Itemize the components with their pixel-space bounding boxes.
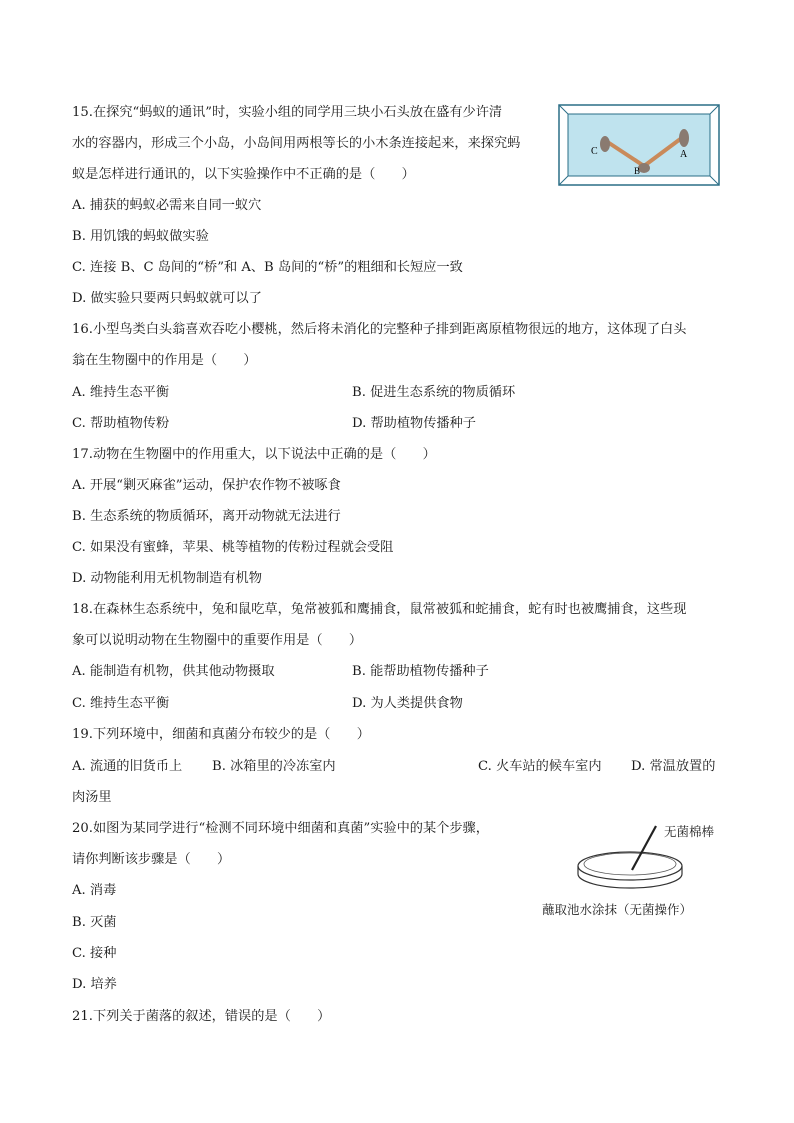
ant-island-figure <box>558 104 720 186</box>
q21-stem-line-1: 21.下列关于菌落的叙述，错误的是（ ） <box>72 1009 331 1024</box>
q15-option-b[interactable]: B. 用饥饿的蚂蚁做实验 <box>72 229 209 244</box>
q19-stem-line-1: 19.下列环境中，细菌和真菌分布较少的是（ ） <box>72 727 370 742</box>
q15-stem-line-1: 15.在探究“蚂蚁的通讯”时，实验小组的同学用三块小石头放在盛有少许清 <box>72 105 503 120</box>
q18-option-c[interactable]: C. 维持生态平衡 <box>72 696 170 711</box>
q17-option-b[interactable]: B. 生态系统的物质循环，离开动物就无法进行 <box>72 509 341 524</box>
q15-option-c[interactable]: C. 连接 B、C 岛间的“桥”和 A、B 岛间的“桥”的粗细和长短应一致 <box>72 260 463 275</box>
q15-option-a[interactable]: A. 捕获的蚂蚁必需来自同一蚁穴 <box>72 198 262 213</box>
q19-option-a[interactable]: A. 流通的旧货币上 <box>72 759 183 774</box>
stone-c <box>600 136 610 152</box>
q19-option-d-continuation: 肉汤里 <box>72 790 112 805</box>
stone-a <box>679 129 689 147</box>
q18-option-a[interactable]: A. 能制造有机物，供其他动物摄取 <box>72 664 275 679</box>
q18-option-d[interactable]: D. 为人类提供食物 <box>352 696 463 711</box>
q16-option-c[interactable]: C. 帮助植物传粉 <box>72 416 170 431</box>
q20-option-d[interactable]: D. 培养 <box>72 977 117 992</box>
q17-stem-line-1: 17.动物在生物圈中的作用重大，以下说法中正确的是（ ） <box>72 447 436 462</box>
q19-option-c[interactable]: C. 火车站的候车室内 <box>478 759 602 774</box>
q20-stem-line-2: 请你判断该步骤是（ ） <box>72 852 231 867</box>
q16-option-d[interactable]: D. 帮助植物传播种子 <box>352 416 476 431</box>
q19-option-b[interactable]: B. 冰箱里的冷冻室内 <box>212 759 336 774</box>
q18-option-b[interactable]: B. 能帮助植物传播种子 <box>352 664 489 679</box>
label-c: C <box>591 146 598 157</box>
q18-stem-line-1: 18.在森林生态系统中，兔和鼠吃草，兔常被狐和鹰捕食，鼠常被狐和蛇捕食，蛇有时也被鹰捕食，这些现 <box>72 602 687 617</box>
label-b: B <box>634 166 641 176</box>
q16-option-a[interactable]: A. 维持生态平衡 <box>72 385 170 400</box>
q16-stem-line-1: 16.小型鸟类白头翁喜欢吞吃小樱桃，然后将未消化的完整种子排到距离原植物很远的地方，这体现了白头 <box>72 322 687 337</box>
q20-option-b[interactable]: B. 灭菌 <box>72 915 117 930</box>
label-a: A <box>680 149 688 160</box>
q17-option-a[interactable]: A. 开展“剿灭麻雀”运动，保护农作物不被啄食 <box>72 478 341 493</box>
q20-option-c[interactable]: C. 接种 <box>72 946 117 961</box>
q19-option-d[interactable]: D. 常温放置的 <box>631 759 716 774</box>
q17-option-d[interactable]: D. 动物能利用无机物制造有机物 <box>72 571 262 586</box>
q20-stem-line-1: 20.如图为某同学进行“检测不同环境中细菌和真菌”实验中的某个步骤， <box>72 821 489 836</box>
q18-stem-line-2: 象可以说明动物在生物圈中的重要作用是（ ） <box>72 633 363 648</box>
petri-figure-caption: 蘸取池水涂抹（无菌操作） <box>542 902 693 917</box>
q16-stem-line-2: 翁在生物圈中的作用是（ ） <box>72 353 257 368</box>
q16-option-b[interactable]: B. 促进生态系统的物质循环 <box>352 385 516 400</box>
q17-option-c[interactable]: C. 如果没有蜜蜂，苹果、桃等植物的传粉过程就会受阻 <box>72 540 394 555</box>
swab-label: 无菌棉棒 <box>664 824 715 839</box>
q15-stem-line-2: 水的容器内，形成三个小岛，小岛间用两根等长的小木条连接起来，来探究蚂 <box>72 136 521 151</box>
q15-option-d[interactable]: D. 做实验只要两只蚂蚁就可以了 <box>72 291 262 306</box>
q20-option-a[interactable]: A. 消毒 <box>72 883 117 898</box>
q15-stem-line-3: 蚁是怎样进行通讯的，以下实验操作中不正确的是（ ） <box>72 167 415 182</box>
